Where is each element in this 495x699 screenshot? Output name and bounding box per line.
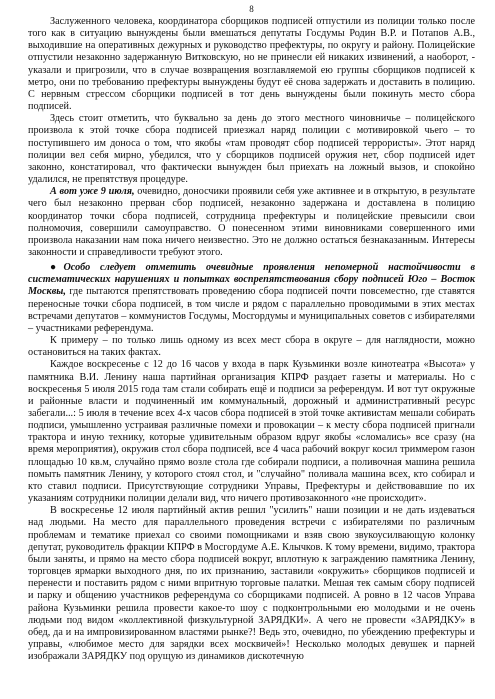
page-number: 8: [249, 4, 254, 14]
paragraph-4-lead: Особо следует отметить очевидные проявления непомерной настойчивости в систематических нарушениях и попытках воспрепятствования сбору подписей Юго – Восток Москвы,: [28, 262, 475, 298]
paragraph-3: [28, 186, 475, 259]
paragraph-4: [28, 262, 475, 335]
bullet-icon: ●: [50, 262, 64, 274]
paragraph-5-text: К примеру – по только лишь одному из всех мест сбора в округе – для наглядности, можно остановиться на таких фактах.: [28, 335, 475, 359]
paragraph-6-text: Каждое воскресенье с 12 до 16 часов у входа в парк Кузьминки возле кинотеатра «Высота» у памятника В.И. Ленину наша партийная организация КПРФ раздает газеты и материалы. Но с воскресенья 5 июля 2015 года там стали собирать ещё и подписи за референдум. И вот тут окружные и районные власти и подчиненный им коммунальный, дорожный и административный ресурс забегали...: 5 июля в течение всех 4-х часов сбора подписей в этой точке активистам мешали собирать подписи, умышленно устраивая различные помехи и провокации – к месту сбора подписей пригнали трактора и иную технику, которые удивительным образом вдруг якобы «сломались» все сразу (на время мероприятия), окружив стол сбора подписей, все 4 часа рабочий вокруг косил триммером газон площадью 10 кв.м, случайно прямо возле стола где собирали подписи, а поливочная машина решила помыть памятник Ленину, у которого стоял стол, и "случайно" поливала машина всех, кто собирал и кто ставил подписи. Присутствующие сотрудники Управы, Префектуры и действовавшие по их указаниям сотрудники полиции делали вид, что ничего противозаконного «не происходит».: [28, 359, 475, 505]
paragraph-2: [28, 113, 475, 186]
paragraph-7: [28, 505, 475, 663]
paragraph-1-text: Заслуженного человека, координатора сборщиков подписей отпустили из полиции только после того как в ситуацию вынуждены были вмешаться депутаты Госдумы Родин В.Р. и Потапов А.В., выходившие на оперативных дежурных и руководство префектуры, по округу и району. Полицейские отпустили незаконно задержанную Витковскую, но не принесли ей никаких извинений, а наоборот, - указали и пригрозили, что в случае возвращения возглавляемой ею группы сборщиков подписей к метро, они по требованию префектуры вынуждены будут её снова задержать и доставить в полицию. С нервным стрессом сборщики подписей в тот день вынуждены были покинуть место сбора подписей.: [28, 16, 475, 113]
paragraph-7-text: В воскресенье 12 июля партийный актив решил "усилить" наши позиции и не дать издеваться над людьми. На место для параллельного проведения встречи с избирателями по различным проблемам и тематике приехал со своими помощниками и взяв свою звукоусилвающую колонку депутат, руководитель фракции КПРФ в Мосгордуме А.Е. Клычков. К тому времени, видимо, трактора были заняты, и прямо на место сбора подписей вокруг, вплотную к заграждению памятника Ленину, торговцев ярмарки выходного дня, по их признанию, заставили «окружить» сборщиков подписей и перенести и поставить рядом с ними впритную торговые палатки. Мешая тек самым сбору подписей и парку и общению участников референдума со сборщиками подписей. А ровно в 12 часов Управа района Кузьминки решила провести какое-то шоу с подконтрольными ею молодыми и не очень людьми под видом «коллективной физкультурной ЗАРЯДКИ». А чего не провести «ЗАРЯДКУ» в обед, да и на импровизированном властями рынке?! Ведь это, очевидно, по убеждению префектуры и управы, «любимое место для зарядки всех москвичей»! Несколько молодых девушек и парней изображали ЗАРЯДКУ под орущую из динамиков дискотечную: [28, 505, 475, 663]
paragraph-4-text: где пытаются препятствовать проведению сбора подписей почти повсеместно, где ставятся переносные точки сбора подписей, в том числе и рядом с параллельно проводимыми в этих местах встречами депутатов – коммунистов Госдумы, Мосгордумы и муниципальных советов с избирателями – участниками референдума.: [28, 286, 475, 334]
paragraph-1: [28, 16, 475, 113]
paragraph-3-text: очевидно, доносчики проявили себя уже активнее и в открытую, в результате чего был незаконно прерван сбор подписей, незаконно задержана и доставлена в полицию координатор точки сбора подписей, сотрудница префектуры и полицейские превысили свои полномочия, совершили самоуправство. О понесенном этими виновниками совершенного ими произвола наказании нам пока ничего неизвестно. Это не должно остаться безнаказанным. Интересы законности и справедливости требуют этого.: [28, 186, 475, 258]
paragraph-5: [28, 335, 475, 359]
paragraph-2-text: Здесь стоит отметить, что буквально за день до этого местного чиновничье – полицейского произвола к этой точке сбора подписей приезжал наряд полиции с мотивировкой чьего – то поступившего им доноса о том, что якобы «там проводят сбор подписей террористы». Этот наряд полиции вел себя мирно, убедился, что у сборщиков подписей оружия нет, сбор подписей идет законно, констатировал, что фактически вынужден был приехать на ложный вызов, и спокойно удалился, не препятствуя процедуре.: [28, 113, 475, 186]
paragraph-3-lead: А вот уже 9 июля,: [50, 186, 135, 198]
paragraph-6: [28, 359, 475, 505]
